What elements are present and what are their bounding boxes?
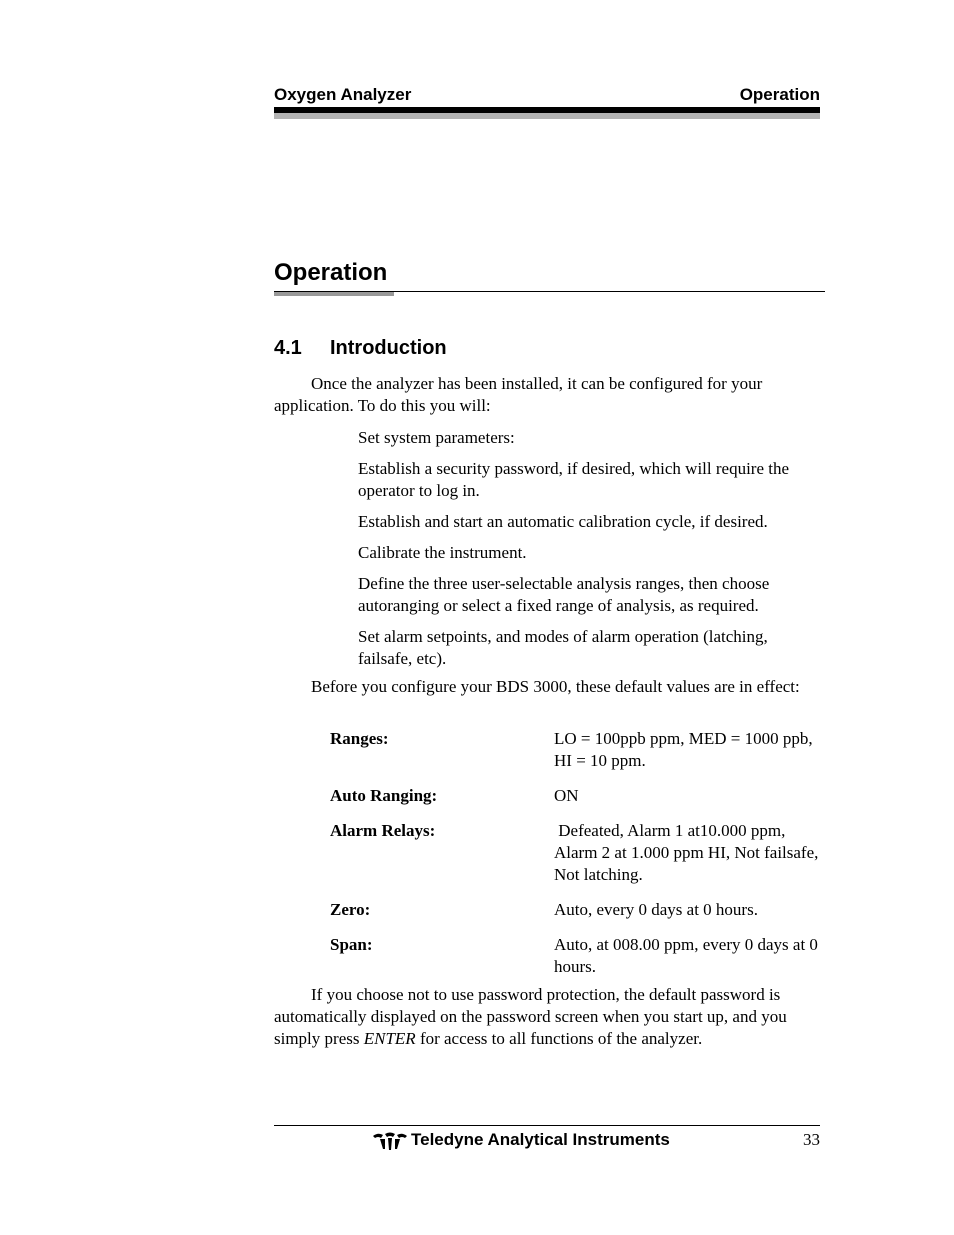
default-label: Span: bbox=[330, 935, 373, 954]
table-row bbox=[330, 899, 820, 921]
chapter-title: Operation bbox=[274, 259, 388, 286]
default-value: Defeated, Alarm 1 at10.000 ppm, Alarm 2 at 1.000 ppm HI, Not failsafe, Not latching. bbox=[554, 821, 823, 884]
header-document-title: Oxygen Analyzer bbox=[274, 85, 412, 104]
password-text-start: If you choose not to use password protection, the default password is automatically displayed on the password screen when you start up, and you simply press bbox=[274, 985, 787, 1048]
default-value: LO = 100ppb ppm, MED = 1000 ppb, HI = 10 ppm. bbox=[554, 729, 813, 770]
intro-paragraph bbox=[274, 373, 820, 417]
password-text-end: for access to all functions of the analyzer. bbox=[415, 1029, 703, 1048]
default-values-table bbox=[330, 728, 823, 991]
defaults-intro-paragraph bbox=[274, 676, 820, 698]
configuration-steps-list bbox=[358, 427, 820, 679]
teledyne-logo-icon bbox=[372, 1131, 408, 1151]
default-label: Ranges: bbox=[330, 729, 389, 748]
header-rule-shadow bbox=[274, 113, 820, 119]
list-item: Define the three user-selectable analysis ranges, then choose autoranging or select a fixed range of analysis, as required. bbox=[358, 574, 770, 615]
section-title: Introduction bbox=[330, 337, 447, 359]
enter-key-emphasis: ENTER bbox=[363, 1029, 416, 1048]
default-label: Auto Ranging: bbox=[330, 786, 438, 805]
default-label: Alarm Relays: bbox=[330, 821, 436, 840]
page-header bbox=[274, 85, 820, 107]
chapter-rule-accent bbox=[274, 292, 394, 296]
table-row bbox=[330, 728, 820, 772]
default-value: Auto, every 0 days at 0 hours. bbox=[554, 900, 758, 919]
password-paragraph bbox=[274, 984, 820, 1050]
table-row bbox=[330, 785, 820, 807]
default-value: Auto, at 008.00 ppm, every 0 days at 0 hours. bbox=[554, 935, 818, 976]
list-item: Establish and start an automatic calibration cycle, if desired. bbox=[358, 512, 768, 531]
list-item: Set alarm setpoints, and modes of alarm operation (latching, failsafe, etc). bbox=[358, 627, 768, 668]
default-value: ON bbox=[554, 786, 579, 805]
section-number: 4.1 bbox=[274, 337, 302, 359]
default-label: Zero: bbox=[330, 900, 371, 919]
intro-text: Once the analyzer has been installed, it can be configured for your application. To do this you will: bbox=[274, 374, 763, 415]
section-heading bbox=[274, 337, 447, 360]
header-chapter-name: Operation bbox=[739, 85, 820, 104]
list-item: Establish a security password, if desired, which will require the operator to log in. bbox=[358, 459, 790, 500]
page-number: 33 bbox=[803, 1130, 820, 1149]
list-item: Set system parameters: bbox=[358, 428, 515, 447]
table-row bbox=[330, 820, 823, 886]
defaults-intro-text: Before you configure your BDS 3000, these default values are in effect: bbox=[311, 677, 800, 696]
table-row bbox=[330, 934, 820, 978]
footer-brand: Teledyne Analytical Instruments bbox=[411, 1130, 670, 1149]
list-item: Calibrate the instrument. bbox=[358, 543, 527, 562]
footer-rule bbox=[274, 1125, 820, 1126]
